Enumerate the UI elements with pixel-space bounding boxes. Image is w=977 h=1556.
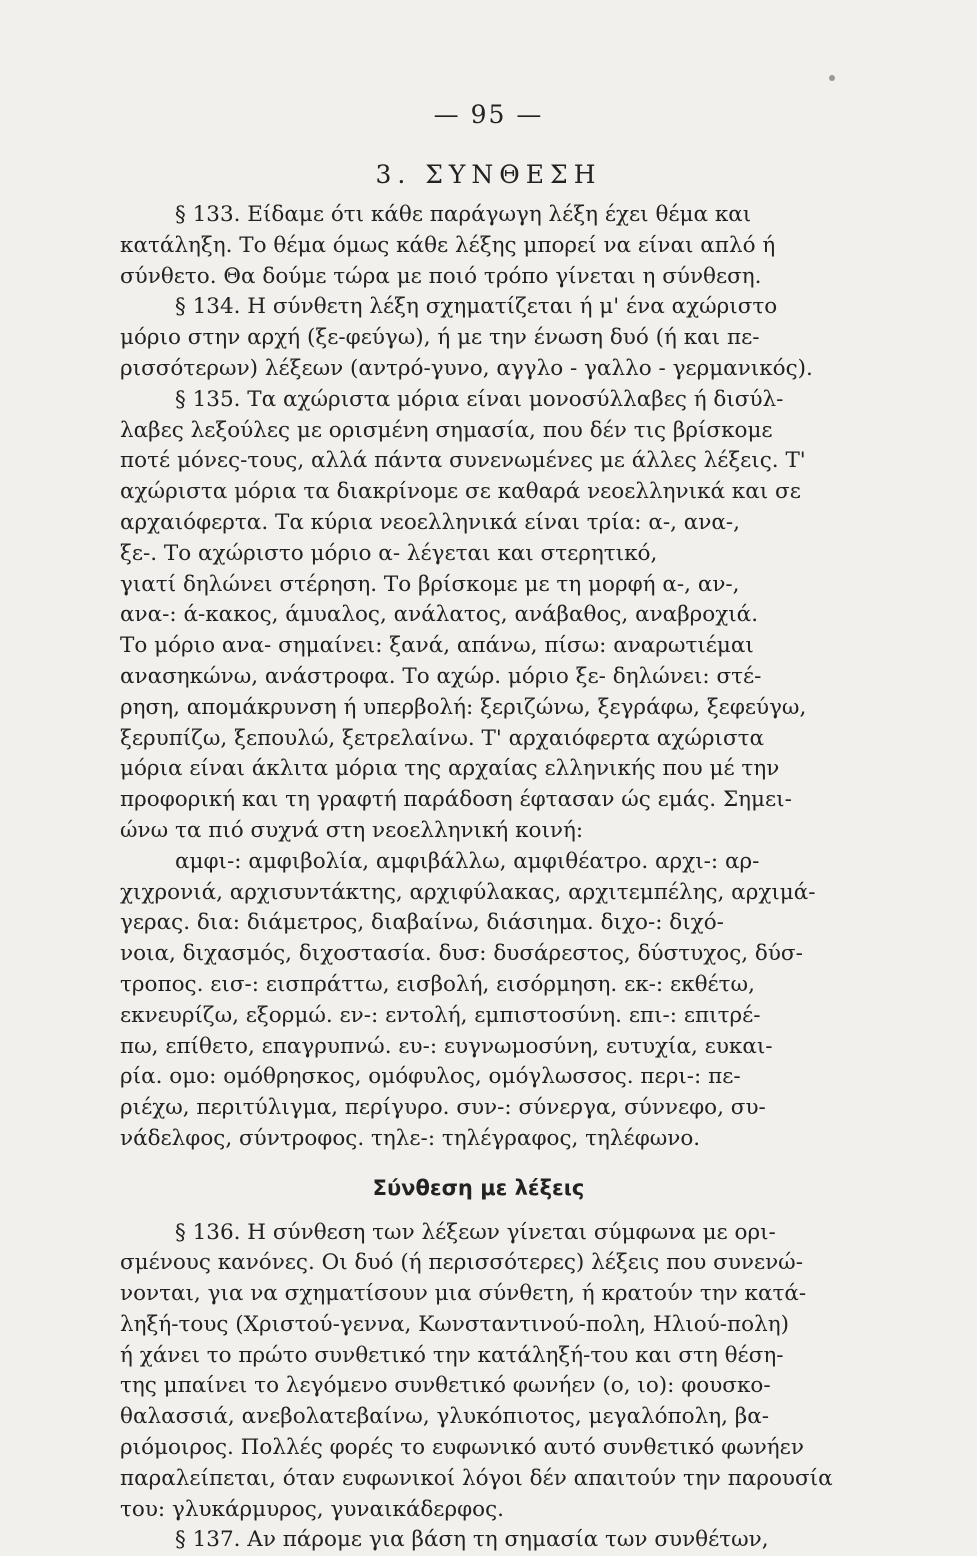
text-line: χιχρονιά, αρχισυντάκτης, αρχιφύλακας, αρχιτεμπέλης, αρχιμά- [120,878,837,909]
text-line: λαβες λεξούλες με ορισμένη σημασία, που δέν τις βρίσκομε [120,416,837,447]
text-line: σμένους κανόνες. Οι δυό (ή περισσότερες) λέξεις που συνενώ- [120,1248,837,1279]
text-line: ριέχω, περιτύλιγμα, περίγυρο. συν-: σύνεργα, σύννεφο, συ- [120,1093,837,1124]
text-line: θαλασσιά, ανεβολατεβαίνω, γλυκόπιοτος, μεγαλόπολη, βα- [120,1402,837,1433]
text-line: μόριο στην αρχή (ξε-φεύγω), ή με την ένωση δυό (ή και πε- [120,323,837,354]
text-line: πω, επίθετο, επαγρυπνώ. ευ-: ευγνωμοσύνη, ευτυχία, ευκαι- [120,1032,837,1063]
text-line: αμφι-: αμφιβολία, αμφιβάλλω, αμφιθέατρο. αρχι-: αρ- [120,847,837,878]
text-line: ξερυπίζω, ξεπουλώ, ξετρελαίνω. Τ' αρχαιόφερτα αχώριστα [120,724,837,755]
text-line: ανα-: ά-κακος, άμυαλος, ανάλατος, ανάβαθος, αναβροχιά. [120,600,837,631]
text-line: της μπαίνει το λεγόμενο συνθετικό φωνήεν (ο, ιο): φουσκο- [120,1371,837,1402]
text-line: § 134. Η σύνθετη λέξη σχηματίζεται ή μ' ένα αχώριστο [120,292,837,323]
text-line: γιατί δηλώνει στέρηση. Το βρίσκομε με τη μορφή α-, αν-, [120,570,837,601]
text-line: ριόμοιρος. Πολλές φορές το ευφωνικό αυτό συνθετικό φωνήεν [120,1433,837,1464]
text-line: του: γλυκάρμυρος, γυναικάδερφος. [120,1495,837,1526]
text-line: αχώριστα μόρια τα διακρίνομε σε καθαρά νεοελληνικά και σε [120,477,837,508]
text-line: ανασηκώνω, ανάστροφα. Το αχώρ. μόριο ξε- δηλώνει: στέ- [120,662,837,693]
text-line: Το μόριο ανα- σημαίνει: ξανά, απάνω, πίσω: αναρωτιέμαι [120,631,837,662]
paragraphs-136-137 [120,1218,837,1556]
text-line: § 137. Αν πάρομε για βάση τη σημασία των συνθέτων, [120,1525,837,1556]
text-line: αρχαιόφερτα. Τα κύρια νεοελληνικά είναι τρία: α-, ανα-, [120,508,837,539]
text-line: τροπος. εισ-: εισπράττω, εισβολή, εισόρμηση. εκ-: εκθέτω, [120,970,837,1001]
text-line: μόρια είναι άκλιτα μόρια της αρχαίας ελληνικής που μέ την [120,754,837,785]
text-line: ληξή-τους (Χριστού-γεννα, Κωνσταντινού-πολη, Ηλιού-πολη) [120,1310,837,1341]
ink-spot [829,75,835,81]
text-line: εκνευρίζω, εξορμώ. εν-: εντολή, εμπιστοσύνη. επι-: επιτρέ- [120,1001,837,1032]
text-line: νονται, για να σχηματίσουν μια σύνθετη, ή κρατούν την κατά- [120,1279,837,1310]
text-line: ώνω τα πιό συχνά στη νεοελληνική κοινή: [120,816,837,847]
text-line: γερας. δια: διάμετρος, διαβαίνω, διάσιημα. διχο-: διχό- [120,908,837,939]
page-number: — 95 — [0,100,977,129]
chapter-title: 3. ΣΥΝΘΕΣΗ [0,160,977,189]
text-line: ρηση, απομάκρυνση ή υπερβολή: ξεριζώνω, ξεγράφω, ξεφεύγω, [120,693,837,724]
body-text [120,200,837,1556]
text-line: ξε-. Το αχώριστο μόριο α- λέγεται και στερητικό, [120,539,837,570]
text-line: νοια, διχασμός, διχοστασία. δυσ: δυσάρεστος, δύστυχος, δύσ- [120,939,837,970]
section-subheading: Σύνθεση με λέξεις [120,1173,837,1204]
text-line: προφορική και τη γραφτή παράδοση έφτασαν ώς εμάς. Σημει- [120,785,837,816]
text-line: § 136. Η σύνθεση των λέξεων γίνεται σύμφωνα με ορι- [120,1218,837,1249]
text-line: § 133. Είδαμε ότι κάθε παράγωγη λέξη έχει θέμα και [120,200,837,231]
text-line: ρισσότερων) λέξεων (αντρό-γυνο, αγγλο - γαλλο - γερμανικός). [120,354,837,385]
text-line: νάδελφος, σύντροφος. τηλε-: τηλέγραφος, τηλέφωνο. [120,1124,837,1155]
text-line: κατάληξη. Το θέμα όμως κάθε λέξης μπορεί να είναι απλό ή [120,231,837,262]
text-line: § 135. Τα αχώριστα μόρια είναι μονοσύλλαβες ή δισύλ- [120,385,837,416]
text-line: ποτέ μόνες-τους, αλλά πάντα συνενωμένες με άλλες λέξεις. Τ' [120,446,837,477]
text-line: παραλείπεται, όταν ευφωνικοί λόγοι δέν απαιτούν την παρουσία [120,1464,837,1495]
text-line: ή χάνει το πρώτο συνθετικό την κατάληξή-του και στη θέση- [120,1341,837,1372]
text-line: ρία. ομο: ομόθρησκος, ομόφυλος, ομόγλωσσος. περι-: πε- [120,1062,837,1093]
text-line: σύνθετο. Θα δούμε τώρα με ποιό τρόπο γίνεται η σύνθεση. [120,262,837,293]
paragraphs-133-135 [120,200,837,1155]
